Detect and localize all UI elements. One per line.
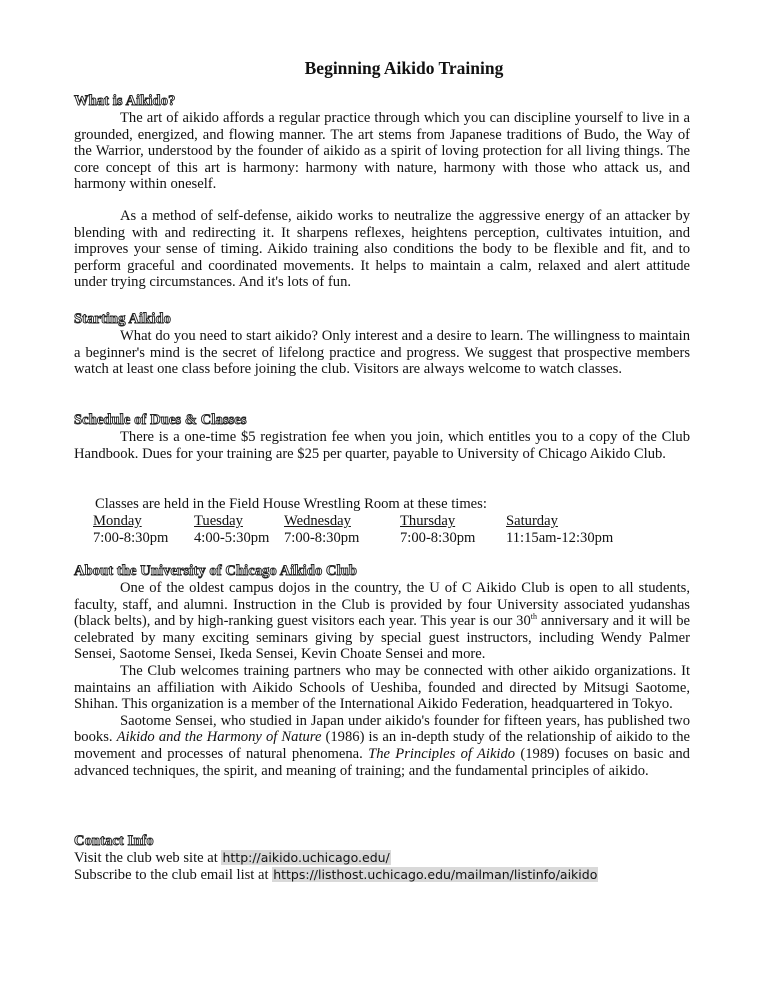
email-list-line xyxy=(74,867,690,884)
section-heading: Schedule of Dues & Classes xyxy=(74,412,247,428)
section-schedule xyxy=(74,412,690,462)
paragraph: There is a one-time $5 registration fee when you join, which entitles you to a copy of the Club Handbook. Dues for your training are $25 per quarter, payable to University of Chicago Aikido Club. xyxy=(74,429,690,462)
day-label: Tuesday xyxy=(194,513,243,529)
schedule-intro: Classes are held in the Field House Wrestling Room at these times: xyxy=(95,496,487,512)
section-contact-info xyxy=(74,833,690,883)
paragraph: What do you need to start aikido? Only interest and a desire to learn. The willingness to maintain a beginner's mind is the secret of lifelong practice and progress. We suggest that prospective members watch at least one class before joining the club. Visitors are always welcome to watch classes. xyxy=(74,328,690,378)
class-schedule xyxy=(94,496,694,547)
email-list-link[interactable]: https://listhost.uchicago.edu/mailman/listinfo/aikido xyxy=(273,866,598,882)
time-slot: 7:00-8:30pm xyxy=(284,530,360,546)
section-about-club xyxy=(74,563,690,779)
day-label: Saturday xyxy=(506,513,558,529)
day-label: Thursday xyxy=(400,513,456,529)
paragraph xyxy=(74,713,690,779)
document-title: Beginning Aikido Training xyxy=(304,58,504,78)
web-site-line xyxy=(74,850,690,867)
day-label: Monday xyxy=(93,513,142,529)
section-heading: About the University of Chicago Aikido Club xyxy=(74,563,358,579)
paragraph-text: (1989) focuses on basic and advanced techniques, the spirit, and meaning of training; and the fundamental principles of aikido. xyxy=(74,745,690,779)
ordinal-suffix: th xyxy=(530,612,537,622)
email-list-label: Subscribe to the club email list at xyxy=(74,866,273,883)
paragraph-text: (1986) is an in-depth study of the relationship of aikido to the movement and processes of natural phenomena. xyxy=(74,729,691,762)
book-title: The Principles of Aikido xyxy=(368,745,516,762)
web-site-label: Visit the club web site at xyxy=(74,850,222,866)
section-heading: What is Aikido? xyxy=(74,93,176,109)
section-heading: Starting Aikido xyxy=(74,311,171,327)
schedule-times-row xyxy=(93,530,694,547)
schedule-days-row xyxy=(93,513,694,530)
paragraph: The Club welcomes training partners who may be connected with other aikido organizations. It maintains an affiliation with Aikido Schools of Ueshiba, founded and directed by Mitsugi Saotome, Shihan. This organization is a member of the International Aikido Federation, headquartered in Tokyo. xyxy=(74,662,690,713)
web-site-link[interactable]: http://aikido.uchicago.edu/ xyxy=(222,850,390,865)
section-what-is-aikido xyxy=(74,93,690,291)
section-heading: Contact Info xyxy=(74,833,154,849)
time-slot: 11:15am-12:30pm xyxy=(506,530,614,546)
day-label: Wednesday xyxy=(284,513,351,529)
paragraph: The art of aikido affords a regular practice through which you can discipline yourself to live in a grounded, energized, and flowing manner. The art stems from Japanese traditions of Budo, the Way of the Warrior, understood by the founder of aikido as a spirit of loving protection for all living things. The core concept of this art is harmony: harmony with nature, harmony with those who attack us, and harmony within oneself. xyxy=(74,110,690,193)
time-slot: 4:00-5:30pm xyxy=(194,530,270,546)
paragraph-text: Saotome Sensei, who studied in Japan under aikido's founder for fifteen years, has published two books. xyxy=(74,712,690,746)
time-slot: 7:00-8:30pm xyxy=(400,530,476,546)
paragraph-text: One of the oldest campus dojos in the country, the U of C Aikido Club is open to all students, faculty, staff, and alumni. Instruction in the Club is provided by four University associated yudanshas (black belts), and by high-ranking guest visitors each year. This year is our 30 xyxy=(74,580,690,630)
paragraph xyxy=(74,580,690,663)
section-starting-aikido xyxy=(74,311,690,378)
paragraph-text: anniversary and it will be celebrated by many exciting seminars giving by special guest instructors, including Wendy Palmer Sensei, Saotome Sensei, Ikeda Sensei, Kevin Choate Sensei and more. xyxy=(74,613,690,663)
time-slot: 7:00-8:30pm xyxy=(93,530,169,546)
book-title: Aikido and the Harmony of Nature xyxy=(116,729,322,746)
paragraph: As a method of self-defense, aikido works to neutralize the aggressive energy of an attacker by blending with and redirecting it. It sharpens reflexes, heightens perception, cultivates intuition, and improves your sense of timing. Aikido training also conditions the body to be flexible and fit, and to perform graceful and coordinated movements. It helps to maintain a calm, relaxed and alert attitude under trying circumstances. And it's lots of fun. xyxy=(74,207,690,291)
